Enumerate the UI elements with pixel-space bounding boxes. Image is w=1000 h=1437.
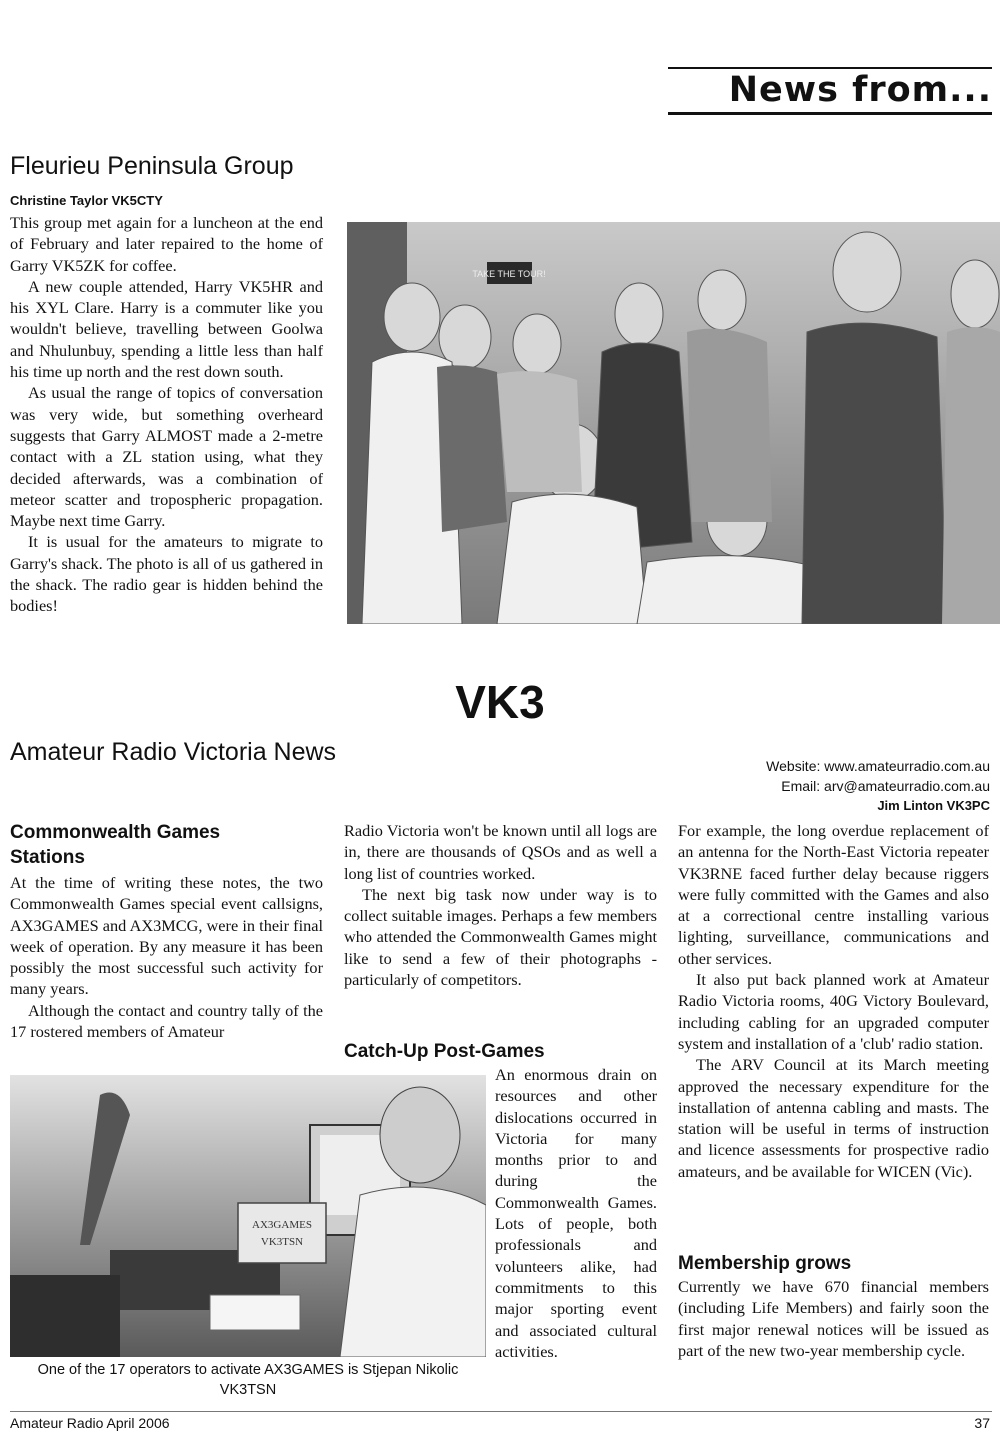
section-title: Fleurieu Peninsula Group	[10, 152, 294, 180]
byline: Christine Taylor VK5CTY	[10, 193, 163, 208]
photo-caption: One of the 17 operators to activate AX3GAMES is Stjepan Nikolic VK3TSN	[37, 1362, 459, 1398]
paragraph: As usual the range of topics of conversation was very wide, but something overheard suggests that Garry ALMOST made a 2-metre contact with a ZL station using, what they decided afterwards, was a combination of meteor scatter and tropospheric propagation. Maybe next time Garry.	[10, 383, 323, 531]
byline: Jim Linton VK3PC	[877, 798, 990, 813]
paragraph: Although the contact and country tally of the 17 rostered members of Amateur	[10, 1000, 323, 1042]
group-photo	[347, 222, 1000, 624]
paragraph: Currently we have 670 financial members (including Life Members) and fairly soon the first major renewal notices will be issued as part of the new two-year membership cycle.	[678, 1277, 989, 1360]
photo-box-label: VK3TSN	[260, 1236, 304, 1248]
operator-photo	[10, 1075, 486, 1357]
page-number: 37	[974, 1415, 990, 1431]
region-heading: VK3	[455, 676, 545, 728]
header-top-rule	[668, 67, 992, 69]
paragraph: The next big task now under way is to collect suitable images. Perhaps a few members who attended the Commonwealth Games might like to send a few of their photographs - particularly of competitors.	[344, 884, 657, 990]
paragraph: This group met again for a luncheon at the end of February and later repaired to the home of Garry VK5ZK for coffee.	[10, 213, 323, 275]
column-1-body	[10, 872, 323, 1042]
subheading: Commonwealth Games Stations	[10, 822, 221, 868]
column-3-body	[678, 820, 989, 1182]
header-title: News from...	[728, 70, 992, 110]
paragraph: It is usual for the amateurs to migrate to Garry's shack. The photo is all of us gathered in the shack. The radio gear is hidden behind the bodies!	[10, 532, 323, 616]
subheading: Catch-Up Post-Games	[344, 1041, 545, 1062]
footer-publication: Amateur Radio April 2006	[10, 1415, 170, 1431]
photo-box-label: AX3GAMES	[252, 1219, 312, 1231]
paragraph: At the time of writing these notes, the two Commonwealth Games special event callsigns, AX3GAMES and AX3MCG, were in their final week of operation. By any measure it has been possibly the most successful such activity for many years.	[10, 873, 323, 999]
column-2-body	[344, 820, 657, 990]
contact-info	[620, 756, 990, 816]
paragraph: The ARV Council at its March meeting approved the necessary expenditure for the installation of antenna cabling and masts. The station will be useful in terms of instruction and licence assessments for prospective radio amateurs, and be available for WICEN (Vic).	[678, 1055, 989, 1181]
paragraph: Radio Victoria won't be known until all logs are in, there are thousands of QSOs and as well a long list of countries worked.	[344, 821, 657, 883]
paragraph: A new couple attended, Harry VK5HR and his XYL Clare. Harry is a commuter like you wouldn't believe, travelling between Goolwa and Nhulunbuy, spending a little less than half his time up north and the rest down south.	[10, 276, 323, 382]
column-3-body-2	[678, 1276, 989, 1361]
email: Email: arv@amateurradio.com.au	[781, 778, 990, 794]
header-bottom-rule	[668, 112, 992, 115]
column-2-body-narrow	[495, 1064, 657, 1362]
subheading: Membership grows	[678, 1253, 852, 1274]
paragraph: It also put back planned work at Amateur Radio Victoria rooms, 40G Victory Boulevard, including cabling for an upgraded computer system and installation of a 'club' radio station.	[678, 970, 989, 1053]
paragraph: An enormous drain on resources and other dislocations occurred in Victoria for many months prior to and during the Commonwealth Games. Lots of people, both professionals and volunteers alike, had commitments to this major sporting event and associated cultural activities.	[495, 1065, 657, 1361]
footer-rule	[10, 1411, 992, 1412]
article-body	[10, 212, 323, 617]
photo-sign-text: TAKE THE TOUR!	[472, 269, 546, 279]
section-title: Amateur Radio Victoria News	[10, 738, 337, 766]
website: Website: www.amateurradio.com.au	[766, 758, 990, 774]
paragraph: For example, the long overdue replacement of an antenna for the North-East Victoria repeater VK3RNE faced further delay because riggers were fully committed with the Games and also at a correctional centre installing various lighting, surveillance, communications and other services.	[678, 821, 989, 968]
